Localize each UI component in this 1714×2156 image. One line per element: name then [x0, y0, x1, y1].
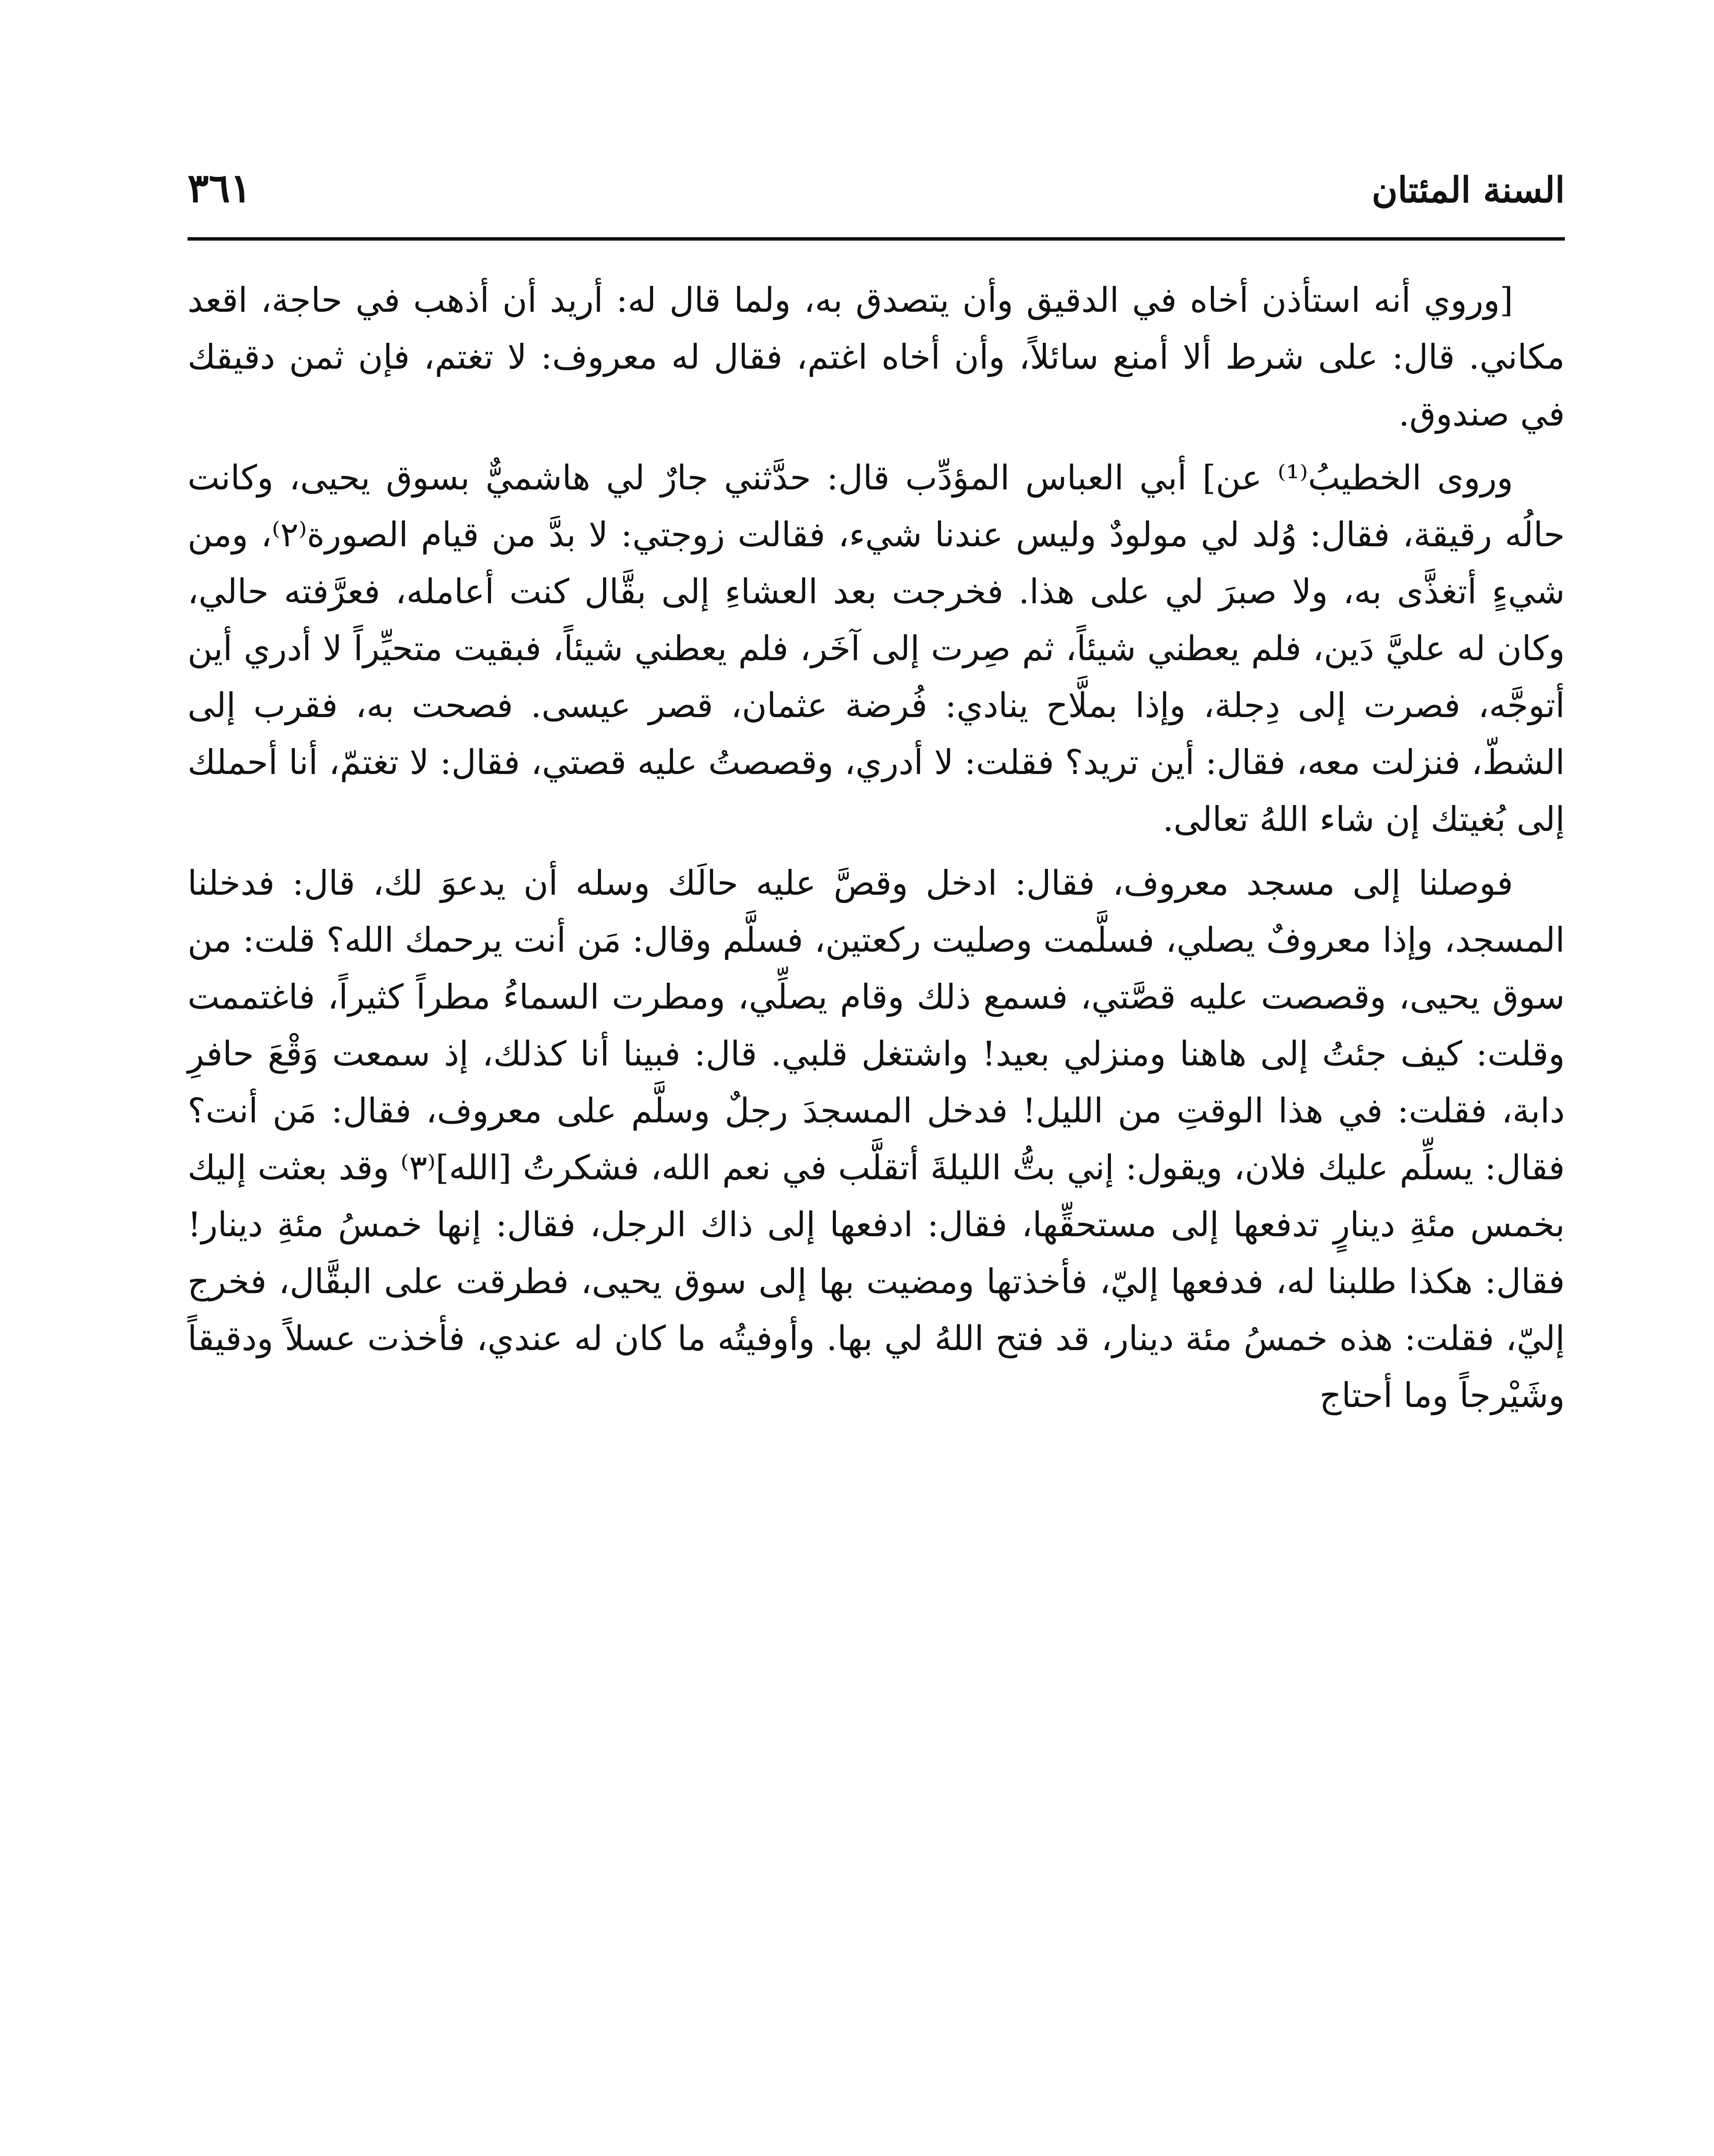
running-title: السنة المئتان — [1371, 169, 1565, 211]
page-header — [188, 155, 1565, 237]
page-number: ٣٦١ — [188, 165, 252, 211]
main-text — [188, 272, 1565, 1431]
header-rule — [188, 237, 1565, 241]
paragraph-1: [وروي أنه استأذن أخاه في الدقيق وأن يتصدق به، ولما قال له: أريد أن أذهب في حاجة، اقعد مكاني. قال: على شرط ألا أمنع سائلاً، وأن أخاه اغتم، فقال له معروف: لا تغتم، فإن ثمن دقيقك في صندوق. — [188, 280, 1565, 434]
book-page — [188, 155, 1565, 2156]
paragraph-2: وروى الخطيبُ⁽¹⁾ عن] أبي العباس المؤدِّب قال: حدَّثني جارٌ لي هاشميٌّ بسوق يحيى، وكانت حالُه رقيقة، فقال: وُلد لي مولودٌ وليس عندنا شيء، فقالت زوجتي: لا بدَّ من قيام الصورة⁽٢⁾، ومن شيءٍ أتغذَّى به، ولا صبرَ لي على هذا. فخرجت بعد العشاءِ إلى بقَّال كنت أعامله، فعرَّفته حالي، وكان له عليَّ دَين، فلم يعطني شيئاً، ثم صِرت إلى آخَر، فلم يعطني شيئاً، فبقيت متحيِّراً لا أدري أين أتوجَّه، فصرت إلى دِجلة، وإذا بملَّاح ينادي: فُرضة عثمان، قصر عيسى. فصحت به، فقرب إلى الشطّ، فنزلت معه، فقال: أين تريد؟ فقلت: لا أدري، وقصصتُ عليه قصتي، فقال: لا تغتمّ، أنا أحملك إلى بُغيتك إن شاء اللهُ تعالى. — [188, 458, 1565, 839]
paragraph-3: فوصلنا إلى مسجد معروف، فقال: ادخل وقصَّ عليه حالَك وسله أن يدعوَ لك، قال: فدخلنا المسجد، وإذا معروفٌ يصلي، فسلَّمت وصليت ركعتين، فسلَّم وقال: مَن أنت يرحمك الله؟ قلت: من سوق يحيى، وقصصت عليه قصَّتي، فسمع ذلك وقام يصلِّي، ومطرت السماءُ مطراً كثيراً، فاغتممت وقلت: كيف جئتُ إلى هاهنا ومنزلي بعيد! واشتغل قلبي. قال: فبينا أنا كذلك، إذ سمعت وَقْعَ حافرِ دابة، فقلت: في هذا الوقتِ من الليل! فدخل المسجدَ رجلٌ وسلَّم على معروف، فقال: مَن أنت؟ فقال: يسلِّم عليك فلان، ويقول: إني بتُّ الليلةَ أتقلَّب في نعم الله، فشكرتُ [الله]⁽٣⁾ وقد بعثت إليك بخمس مئةِ دينارٍ تدفعها إلى مستحقِّها، فقال: ادفعها إلى ذاك الرجل، فقال: إنها خمسُ مئةِ دينار! فقال: هكذا طلبنا له، فدفعها إليّ، فأخذتها ومضيت بها إلى سوق يحيى، فطرقت على البقَّال، فخرج إليّ، فقلت: هذه خمسُ مئة دينار، قد فتح اللهُ لي بها. وأوفيتُه ما كان له عندي، فأخذت عسلاً ودقيقاً وشَيْرجاً وما أحتاج — [188, 863, 1565, 1415]
